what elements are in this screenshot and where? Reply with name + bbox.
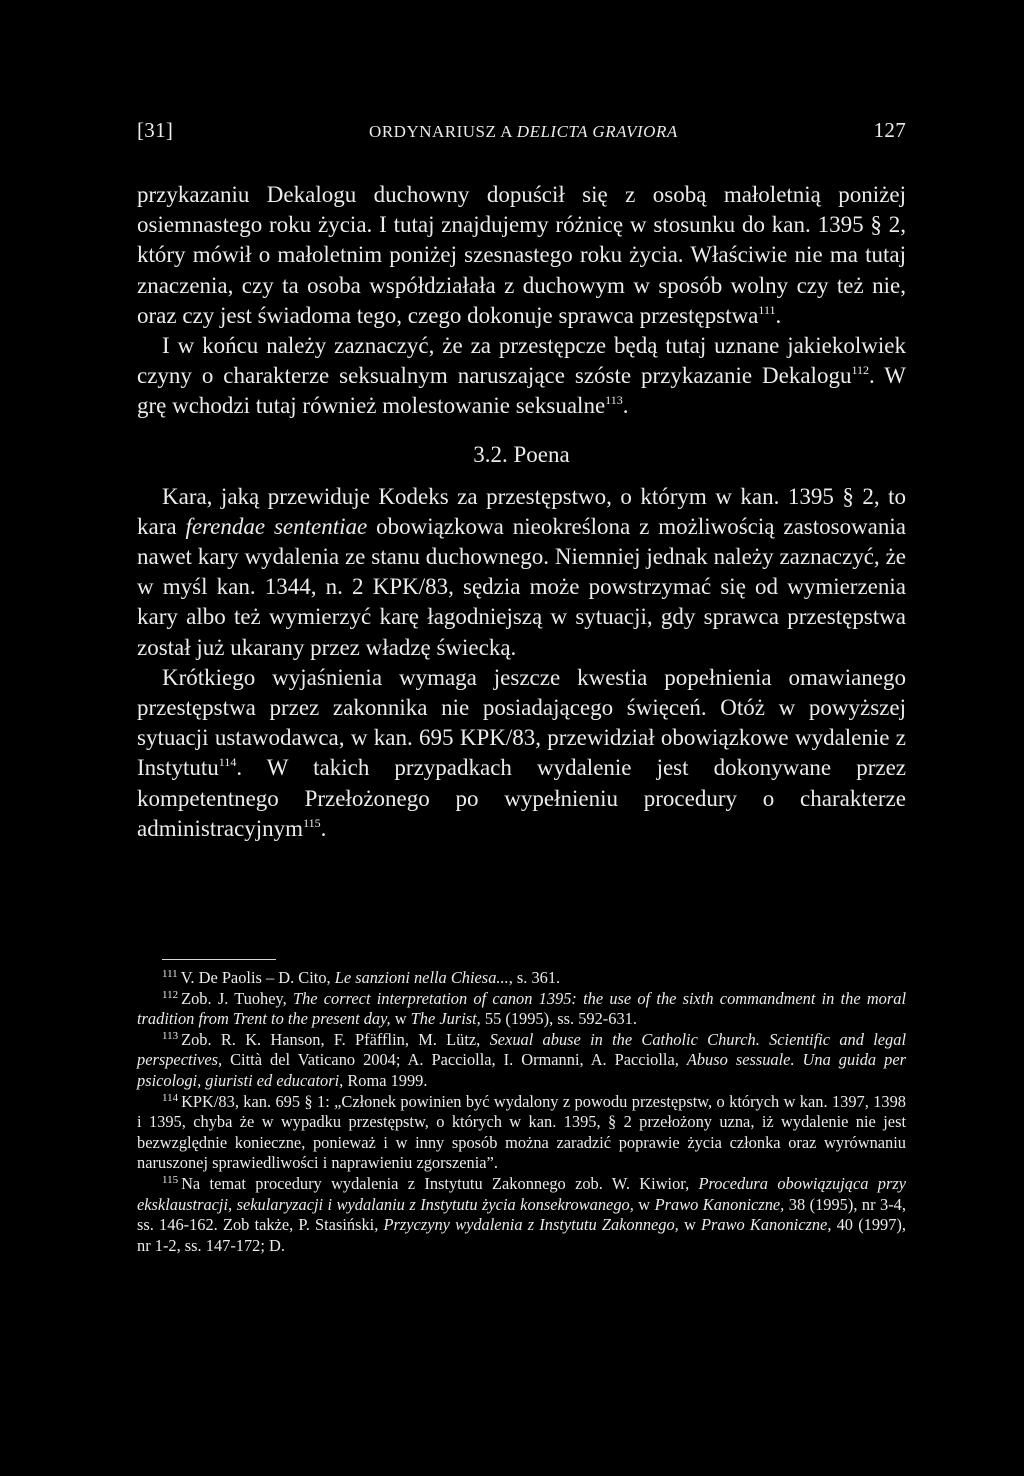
paragraph-text: . W grę wchodzi tutaj również molestowanie seksualne (137, 363, 906, 419)
paragraph-text: przykazaniu Dekalogu duchowny dopuścił się z osobą małoletnią poniżej osiemnastego roku życia. I tutaj znajdujemy różnicę w stosunku do kan. 1395 § 2, który mówił o małoletnim poniżej szesnastego roku życia. Właściwie nie ma tutaj znaczenia, czy ta osoba współdziałała z duchowym w sposób wolny czy też nie, oraz czy jest świadoma tego, czego dokonuje sprawca przestępstwa (137, 182, 906, 328)
footnote-text: V. De Paolis – D. Cito, (180, 968, 335, 987)
page-number: 127 (873, 118, 906, 142)
footnote-ref: 114 (218, 755, 237, 770)
footnote-text: Na temat procedury wydalenia z Instytutu Zakonnego zob. W. Kiwior, (181, 1173, 699, 1193)
footnote-111 (137, 968, 906, 989)
running-title-italic: DELICTA GRAVIORA (516, 122, 678, 141)
paragraph-2 (137, 331, 906, 422)
footnote-italic: Przyczyny wydalenia z Instytutu Zakonnego, (383, 1215, 679, 1235)
footnote-italic: Le sanzioni nella Chiesa... (334, 968, 509, 987)
footnote-113 (137, 1030, 906, 1092)
footnote-italic: The Jurist, (410, 1009, 481, 1029)
footnote-115 (137, 1174, 906, 1256)
section-number: [31] (137, 118, 174, 142)
paragraph-text: . (320, 815, 327, 841)
footnote-divider (162, 959, 276, 960)
footnote-number: 114 (162, 1091, 179, 1104)
footnote-number: 111 (162, 968, 178, 980)
paragraph-text: . (622, 393, 629, 419)
footnotes (137, 968, 906, 1256)
section-heading: 3.2. Poena (473, 441, 570, 467)
paragraph-1 (137, 180, 906, 331)
footnote-text: w (678, 1215, 702, 1235)
paragraph-4 (137, 663, 906, 844)
footnote-text: 38 (1995), nr 3-4, ss. 146-162. Zob także, P. Stasiński, (137, 1194, 906, 1235)
footnote-italic: Abuso sessuale. Una guida per psicologi, giuristi ed educatori, (137, 1050, 906, 1090)
main-text (137, 180, 906, 844)
footnote-text: 55 (1995), ss. 592-631. (480, 1009, 637, 1029)
paragraph-text: Kara, jaką przewiduje Kodeks za przestępstwo, o którym w kan. 1395 § 2, to kara (137, 483, 906, 539)
footnote-114 (137, 1092, 906, 1174)
paragraph-text: obowiązkowa nieokreślona z możliwością zastosowania nawet kary wydalenia ze stanu duchownego. Niemniej jednak należy zaznaczyć, że w myśl kan. 1344, n. 2 KPK/83, sędzia może powstrzymać się od wymierzenia kary albo też wymierzyć karę łagodniejszą w sytuacji, gdy sprawca przestępstwa został już ukarany przez władzę świecką. (137, 513, 906, 660)
paragraph-text: Krótkiego wyjaśnienia wymaga jeszcze kwestia popełnienia omawianego przestępstwa przez zakonnika nie posiadającego święceń. Otóż w powyższej sytuacji ustawodawca, w kan. 695 KPK/83, przewidział obowiązkowe wydalenie z Instytutu (137, 664, 906, 781)
footnote-ref: 113 (605, 393, 623, 408)
footnote-text: KPK/83, kan. 695 § 1: „Członek powinien być wydalony z powodu przestępstw, o których w kan. 1397, 1398 i 1395, chyba że w wypadku przestępstw, o których w kan. 1395, § 2 przełożony uzna, iż wydalenie nie jest bezwzględnie konieczne, ponieważ i w inny sposób można zaradzić poprawie życia członka oraz wyrównaniu naruszonej sprawiedliwości i naprawieniu zgorszenia”. (137, 1091, 906, 1173)
footnote-112 (137, 989, 906, 1030)
paragraph-text: . W takich przypadkach wydalenie jest dokonywane przez kompetentnego Przełożonego po wypełnieniu procedury o charakterze administracyjnym (137, 755, 906, 841)
paragraph-3 (137, 482, 906, 663)
footnote-italic: Sexual abuse in the Catholic Church. Scientific and legal perspectives, (137, 1029, 906, 1070)
running-title (369, 122, 678, 142)
footnote-text: Città del Vaticano 2004; A. Pacciolla, I. Ormanni, A. Pacciolla, (222, 1050, 687, 1070)
footnote-italic: Prawo Kanoniczne, (701, 1215, 832, 1235)
running-header (137, 118, 906, 143)
paragraph-text: . (775, 302, 782, 328)
footnote-text: Zob. R. K. Hanson, F. Pfäfflin, M. Lütz, (181, 1029, 490, 1049)
footnote-number: 112 (162, 988, 179, 1001)
running-title-prefix: ORDYNARIUSZ A (369, 122, 517, 141)
paragraph-italic: ferendae sententiae (185, 513, 368, 539)
footnote-text: , s. 361. (508, 968, 561, 987)
footnote-text: w (390, 1009, 411, 1029)
footnote-ref: 112 (851, 363, 870, 378)
footnote-text: Roma 1999. (343, 1070, 428, 1090)
footnote-text: Zob. J. Tuohey, (181, 988, 293, 1008)
footnote-italic: Procedura obowiązująca przy eksklaustracji, sekularyzacji i wydalaniu z Instytutu życia konsekrowanego, (137, 1173, 906, 1214)
footnote-number: 113 (162, 1029, 179, 1042)
footnote-text: w (633, 1194, 655, 1214)
footnote-ref: 111 (758, 302, 776, 317)
footnote-italic: The correct interpretation of canon 1395: the use of the sixth commandment in the moral tradition from Trent to the present day, (137, 988, 906, 1029)
footnote-italic: Prawo Kanoniczne, (654, 1194, 785, 1214)
footnote-ref: 115 (303, 815, 321, 830)
paragraph-text: I w końcu należy zaznaczyć, że za przestępcze będą tutaj uznane jakiekolwiek czyny o charakterze seksualnym naruszające szóste przykazanie Dekalogu (137, 333, 906, 389)
footnote-number: 115 (162, 1173, 179, 1186)
footnote-text: 40 (1997), nr 1-2, ss. 147-172; D. (137, 1215, 906, 1255)
